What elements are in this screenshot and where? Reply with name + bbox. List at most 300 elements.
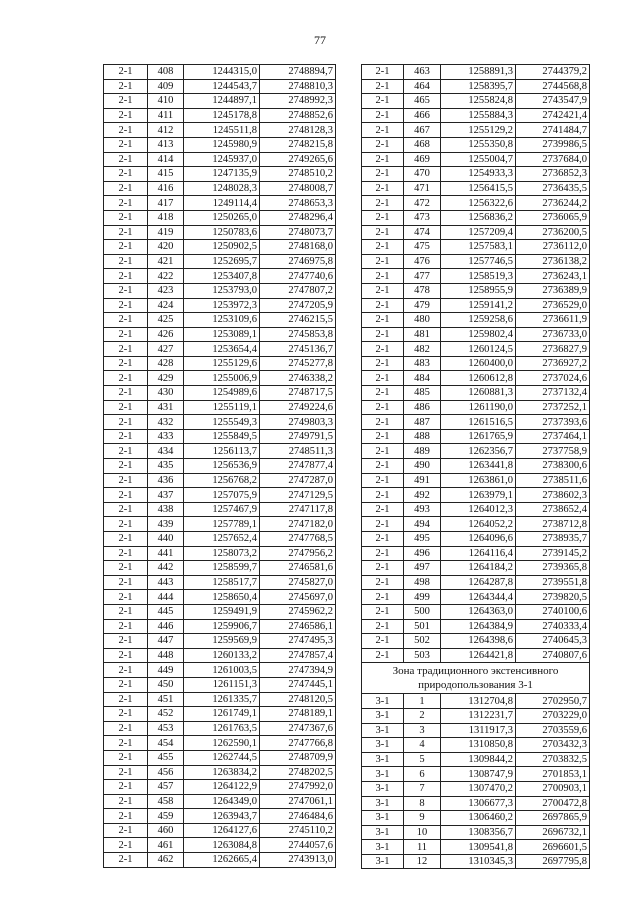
x-coordinate-cell: 1260124,5 <box>441 342 516 357</box>
y-coordinate-cell: 2748120,5 <box>260 692 336 707</box>
zone-code-cell: 3-1 <box>362 854 404 869</box>
table-row <box>104 123 336 138</box>
point-number-cell: 478 <box>404 283 441 298</box>
table-row <box>104 429 336 444</box>
point-number-cell: 447 <box>148 634 184 649</box>
zone-code-cell: 3-1 <box>362 752 404 767</box>
table-row <box>104 298 336 313</box>
y-coordinate-cell: 2700472,8 <box>516 796 590 811</box>
y-coordinate-cell: 2748168,0 <box>260 240 336 255</box>
y-coordinate-cell: 2741484,7 <box>516 123 590 138</box>
table-row <box>104 604 336 619</box>
table-row <box>104 794 336 809</box>
table-row <box>104 648 336 663</box>
table-row <box>362 634 590 649</box>
zone-code-cell: 2-1 <box>362 342 404 357</box>
point-number-cell: 474 <box>404 225 441 240</box>
table-row <box>104 342 336 357</box>
point-number-cell: 458 <box>148 794 184 809</box>
zone-code-cell: 2-1 <box>104 79 148 94</box>
zone-code-cell: 2-1 <box>104 137 148 152</box>
y-coordinate-cell: 2747367,6 <box>260 721 336 736</box>
point-number-cell: 438 <box>148 502 184 517</box>
y-coordinate-cell: 2748189,1 <box>260 707 336 722</box>
point-number-cell: 415 <box>148 167 184 182</box>
table-row <box>104 79 336 94</box>
point-number-cell: 480 <box>404 313 441 328</box>
x-coordinate-cell: 1259802,4 <box>441 327 516 342</box>
x-coordinate-cell: 1263834,2 <box>184 765 260 780</box>
y-coordinate-cell: 2748296,4 <box>260 210 336 225</box>
zone-code-cell: 2-1 <box>104 400 148 415</box>
point-number-cell: 436 <box>148 473 184 488</box>
point-number-cell: 476 <box>404 254 441 269</box>
x-coordinate-cell: 1255884,3 <box>441 108 516 123</box>
table-row <box>104 634 336 649</box>
y-coordinate-cell: 2748717,5 <box>260 386 336 401</box>
zone-code-cell: 2-1 <box>104 225 148 240</box>
zone-code-cell: 2-1 <box>104 575 148 590</box>
table-row <box>104 750 336 765</box>
y-coordinate-cell: 2747117,8 <box>260 502 336 517</box>
point-number-cell: 486 <box>404 400 441 415</box>
y-coordinate-cell: 2737024,6 <box>516 371 590 386</box>
x-coordinate-cell: 1306460,2 <box>441 811 516 826</box>
point-number-cell: 457 <box>148 780 184 795</box>
zone-code-cell: 2-1 <box>104 590 148 605</box>
table-row <box>104 823 336 838</box>
zone-code-cell: 2-1 <box>104 181 148 196</box>
point-number-cell: 9 <box>404 811 441 826</box>
table-row <box>362 604 590 619</box>
y-coordinate-cell: 2745962,2 <box>260 604 336 619</box>
x-coordinate-cell: 1264052,2 <box>441 517 516 532</box>
y-coordinate-cell: 2747445,1 <box>260 677 336 692</box>
zone-code-cell: 2-1 <box>104 823 148 838</box>
table-row <box>362 473 590 488</box>
point-number-cell: 422 <box>148 269 184 284</box>
y-coordinate-cell: 2703229,0 <box>516 708 590 723</box>
table-row <box>362 181 590 196</box>
x-coordinate-cell: 1256415,5 <box>441 181 516 196</box>
zone-code-cell: 2-1 <box>362 634 404 649</box>
point-number-cell: 485 <box>404 386 441 401</box>
table-row <box>362 327 590 342</box>
zone-code-cell: 3-1 <box>362 723 404 738</box>
y-coordinate-cell: 2747061,1 <box>260 794 336 809</box>
x-coordinate-cell: 1262744,5 <box>184 750 260 765</box>
y-coordinate-cell: 2748992,3 <box>260 94 336 109</box>
table-row <box>362 210 590 225</box>
x-coordinate-cell: 1310345,3 <box>441 854 516 869</box>
point-number-cell: 464 <box>404 79 441 94</box>
zone-code-cell: 2-1 <box>104 444 148 459</box>
table-row <box>362 532 590 547</box>
y-coordinate-cell: 2700903,1 <box>516 781 590 796</box>
table-row <box>104 283 336 298</box>
table-row <box>104 167 336 182</box>
zone-code-cell: 2-1 <box>104 677 148 692</box>
point-number-cell: 463 <box>404 65 441 80</box>
y-coordinate-cell: 2736927,2 <box>516 356 590 371</box>
point-number-cell: 495 <box>404 532 441 547</box>
zone-code-cell: 2-1 <box>104 663 148 678</box>
zone-code-cell: 2-1 <box>362 532 404 547</box>
y-coordinate-cell: 2696732,1 <box>516 825 590 840</box>
x-coordinate-cell: 1309844,2 <box>441 752 516 767</box>
y-coordinate-cell: 2738652,4 <box>516 502 590 517</box>
point-number-cell: 411 <box>148 108 184 123</box>
x-coordinate-cell: 1259569,9 <box>184 634 260 649</box>
point-number-cell: 456 <box>148 765 184 780</box>
zone-code-cell: 2-1 <box>104 721 148 736</box>
table-row <box>104 707 336 722</box>
zone-code-cell: 2-1 <box>104 750 148 765</box>
zone-code-cell: 2-1 <box>104 108 148 123</box>
point-number-cell: 496 <box>404 546 441 561</box>
point-number-cell: 444 <box>148 590 184 605</box>
zone-code-cell: 2-1 <box>104 765 148 780</box>
x-coordinate-cell: 1255849,5 <box>184 429 260 444</box>
table-row <box>362 459 590 474</box>
x-coordinate-cell: 1255824,8 <box>441 94 516 109</box>
x-coordinate-cell: 1311917,3 <box>441 723 516 738</box>
x-coordinate-cell: 1306677,3 <box>441 796 516 811</box>
zone-code-cell: 2-1 <box>104 386 148 401</box>
y-coordinate-cell: 2747287,0 <box>260 473 336 488</box>
point-number-cell: 430 <box>148 386 184 401</box>
zone-code-cell: 2-1 <box>362 590 404 605</box>
zone-code-cell: 2-1 <box>362 546 404 561</box>
x-coordinate-cell: 1245178,8 <box>184 108 260 123</box>
zone-code-cell: 2-1 <box>362 94 404 109</box>
zone-code-cell: 2-1 <box>104 342 148 357</box>
zone-code-cell: 2-1 <box>104 794 148 809</box>
y-coordinate-cell: 2748510,2 <box>260 167 336 182</box>
point-number-cell: 412 <box>148 123 184 138</box>
x-coordinate-cell: 1262665,4 <box>184 853 260 868</box>
y-coordinate-cell: 2703432,3 <box>516 738 590 753</box>
zone-code-cell: 3-1 <box>362 825 404 840</box>
point-number-cell: 7 <box>404 781 441 796</box>
point-number-cell: 481 <box>404 327 441 342</box>
table-row <box>362 694 590 709</box>
zone-code-cell: 2-1 <box>362 65 404 80</box>
y-coordinate-cell: 2740807,6 <box>516 648 590 663</box>
point-number-cell: 408 <box>148 65 184 80</box>
point-number-cell: 483 <box>404 356 441 371</box>
zone-code-cell: 2-1 <box>362 79 404 94</box>
y-coordinate-cell: 2748894,7 <box>260 65 336 80</box>
zone-code-cell: 2-1 <box>104 546 148 561</box>
zone-code-cell: 2-1 <box>104 240 148 255</box>
table-row <box>362 590 590 605</box>
point-number-cell: 462 <box>148 853 184 868</box>
point-number-cell: 453 <box>148 721 184 736</box>
y-coordinate-cell: 2747495,3 <box>260 634 336 649</box>
zone-code-cell: 2-1 <box>362 444 404 459</box>
x-coordinate-cell: 1260881,3 <box>441 386 516 401</box>
y-coordinate-cell: 2703832,5 <box>516 752 590 767</box>
x-coordinate-cell: 1245980,9 <box>184 137 260 152</box>
zone-code-cell: 2-1 <box>104 298 148 313</box>
table-row <box>362 502 590 517</box>
point-number-cell: 5 <box>404 752 441 767</box>
y-coordinate-cell: 2736243,1 <box>516 269 590 284</box>
point-number-cell: 451 <box>148 692 184 707</box>
zone-code-cell: 2-1 <box>104 254 148 269</box>
x-coordinate-cell: 1263979,1 <box>441 488 516 503</box>
x-coordinate-cell: 1258517,7 <box>184 575 260 590</box>
point-number-cell: 414 <box>148 152 184 167</box>
zone-code-cell: 2-1 <box>104 780 148 795</box>
table-row <box>362 152 590 167</box>
zone-code-cell: 2-1 <box>104 809 148 824</box>
table-row <box>362 313 590 328</box>
y-coordinate-cell: 2739986,5 <box>516 137 590 152</box>
table-row <box>362 723 590 738</box>
point-number-cell: 445 <box>148 604 184 619</box>
x-coordinate-cell: 1255549,3 <box>184 415 260 430</box>
table-row <box>362 371 590 386</box>
point-number-cell: 471 <box>404 181 441 196</box>
x-coordinate-cell: 1258650,4 <box>184 590 260 605</box>
zone-code-cell: 2-1 <box>104 517 148 532</box>
zone-code-cell: 2-1 <box>104 473 148 488</box>
zone-code-cell: 2-1 <box>104 488 148 503</box>
x-coordinate-cell: 1264184,2 <box>441 561 516 576</box>
y-coordinate-cell: 2736827,9 <box>516 342 590 357</box>
x-coordinate-cell: 1264287,8 <box>441 575 516 590</box>
x-coordinate-cell: 1258073,2 <box>184 546 260 561</box>
table-row <box>362 738 590 753</box>
x-coordinate-cell: 1260133,2 <box>184 648 260 663</box>
x-coordinate-cell: 1263084,8 <box>184 838 260 853</box>
point-number-cell: 425 <box>148 313 184 328</box>
x-coordinate-cell: 1310850,8 <box>441 738 516 753</box>
table-row <box>362 240 590 255</box>
zone-code-cell: 2-1 <box>104 283 148 298</box>
y-coordinate-cell: 2748215,8 <box>260 137 336 152</box>
y-coordinate-cell: 2747394,9 <box>260 663 336 678</box>
point-number-cell: 427 <box>148 342 184 357</box>
zone-code-cell: 2-1 <box>104 532 148 547</box>
point-number-cell: 468 <box>404 137 441 152</box>
table-row <box>362 429 590 444</box>
table-row <box>104 575 336 590</box>
y-coordinate-cell: 2745277,8 <box>260 356 336 371</box>
x-coordinate-cell: 1264398,6 <box>441 634 516 649</box>
zone-code-cell: 2-1 <box>104 736 148 751</box>
x-coordinate-cell: 1257467,9 <box>184 502 260 517</box>
zone-code-cell: 2-1 <box>362 283 404 298</box>
table-row <box>362 108 590 123</box>
x-coordinate-cell: 1258519,3 <box>441 269 516 284</box>
point-number-cell: 421 <box>148 254 184 269</box>
table-row <box>104 225 336 240</box>
x-coordinate-cell: 1264344,4 <box>441 590 516 605</box>
table-row <box>104 313 336 328</box>
table-row <box>362 561 590 576</box>
zone-code-cell: 2-1 <box>362 371 404 386</box>
table-row <box>362 796 590 811</box>
table-row <box>362 342 590 357</box>
x-coordinate-cell: 1248028,3 <box>184 181 260 196</box>
x-coordinate-cell: 1250783,6 <box>184 225 260 240</box>
zone-code-cell: 3-1 <box>362 738 404 753</box>
zone-code-cell: 2-1 <box>362 196 404 211</box>
zone-code-cell: 3-1 <box>362 694 404 709</box>
x-coordinate-cell: 1256322,6 <box>441 196 516 211</box>
y-coordinate-cell: 2701853,1 <box>516 767 590 782</box>
x-coordinate-cell: 1249114,4 <box>184 196 260 211</box>
y-coordinate-cell: 2738511,6 <box>516 473 590 488</box>
x-coordinate-cell: 1254989,6 <box>184 386 260 401</box>
x-coordinate-cell: 1257746,5 <box>441 254 516 269</box>
y-coordinate-cell: 2738712,8 <box>516 517 590 532</box>
zone-code-cell: 2-1 <box>104 269 148 284</box>
point-number-cell: 437 <box>148 488 184 503</box>
table-row <box>362 356 590 371</box>
point-number-cell: 500 <box>404 604 441 619</box>
x-coordinate-cell: 1312704,8 <box>441 694 516 709</box>
x-coordinate-cell: 1261190,0 <box>441 400 516 415</box>
x-coordinate-cell: 1258395,7 <box>441 79 516 94</box>
point-number-cell: 443 <box>148 575 184 590</box>
zone-code-cell: 2-1 <box>104 313 148 328</box>
y-coordinate-cell: 2748709,9 <box>260 750 336 765</box>
point-number-cell: 484 <box>404 371 441 386</box>
y-coordinate-cell: 2743913,0 <box>260 853 336 868</box>
x-coordinate-cell: 1264096,6 <box>441 532 516 547</box>
table-row <box>362 167 590 182</box>
zone-code-cell: 2-1 <box>104 94 148 109</box>
point-number-cell: 424 <box>148 298 184 313</box>
table-row <box>104 210 336 225</box>
x-coordinate-cell: 1264012,3 <box>441 502 516 517</box>
y-coordinate-cell: 2745136,7 <box>260 342 336 357</box>
y-coordinate-cell: 2697865,9 <box>516 811 590 826</box>
point-number-cell: 11 <box>404 840 441 855</box>
table-row <box>362 517 590 532</box>
x-coordinate-cell: 1264116,4 <box>441 546 516 561</box>
point-number-cell: 475 <box>404 240 441 255</box>
table-row <box>104 765 336 780</box>
coordinates-table-left <box>103 64 336 868</box>
y-coordinate-cell: 2739820,5 <box>516 590 590 605</box>
y-coordinate-cell: 2740645,3 <box>516 634 590 649</box>
zone-code-cell: 2-1 <box>362 473 404 488</box>
table-row <box>104 502 336 517</box>
x-coordinate-cell: 1256113,7 <box>184 444 260 459</box>
y-coordinate-cell: 2745827,0 <box>260 575 336 590</box>
zone-code-cell: 2-1 <box>362 604 404 619</box>
point-number-cell: 452 <box>148 707 184 722</box>
x-coordinate-cell: 1250902,5 <box>184 240 260 255</box>
table-row <box>104 619 336 634</box>
x-coordinate-cell: 1244897,1 <box>184 94 260 109</box>
page-number: 77 <box>314 33 326 47</box>
x-coordinate-cell: 1255129,6 <box>184 356 260 371</box>
zone-code-cell: 2-1 <box>362 167 404 182</box>
x-coordinate-cell: 1264363,0 <box>441 604 516 619</box>
x-coordinate-cell: 1259491,9 <box>184 604 260 619</box>
x-coordinate-cell: 1257075,9 <box>184 488 260 503</box>
y-coordinate-cell: 2744568,8 <box>516 79 590 94</box>
point-number-cell: 446 <box>148 619 184 634</box>
y-coordinate-cell: 2739365,8 <box>516 561 590 576</box>
point-number-cell: 418 <box>148 210 184 225</box>
x-coordinate-cell: 1263861,0 <box>441 473 516 488</box>
point-number-cell: 12 <box>404 854 441 869</box>
table-row <box>362 137 590 152</box>
table-row <box>104 736 336 751</box>
zone-code-cell: 2-1 <box>104 210 148 225</box>
x-coordinate-cell: 1259906,7 <box>184 619 260 634</box>
y-coordinate-cell: 2748128,3 <box>260 123 336 138</box>
zone-code-cell: 2-1 <box>362 225 404 240</box>
y-coordinate-cell: 2737758,9 <box>516 444 590 459</box>
x-coordinate-cell: 1262356,7 <box>441 444 516 459</box>
point-number-cell: 8 <box>404 796 441 811</box>
y-coordinate-cell: 2746975,8 <box>260 254 336 269</box>
y-coordinate-cell: 2737684,0 <box>516 152 590 167</box>
zone-code-cell: 2-1 <box>104 459 148 474</box>
table-row <box>104 65 336 80</box>
x-coordinate-cell: 1261151,3 <box>184 677 260 692</box>
point-number-cell: 490 <box>404 459 441 474</box>
y-coordinate-cell: 2747740,6 <box>260 269 336 284</box>
zone-code-cell: 2-1 <box>362 181 404 196</box>
point-number-cell: 449 <box>148 663 184 678</box>
zone-code-cell: 2-1 <box>104 429 148 444</box>
point-number-cell: 482 <box>404 342 441 357</box>
point-number-cell: 431 <box>148 400 184 415</box>
point-number-cell: 465 <box>404 94 441 109</box>
table-row <box>104 561 336 576</box>
y-coordinate-cell: 2747182,0 <box>260 517 336 532</box>
table-row <box>104 152 336 167</box>
point-number-cell: 435 <box>148 459 184 474</box>
x-coordinate-cell: 1258955,9 <box>441 283 516 298</box>
x-coordinate-cell: 1245511,8 <box>184 123 260 138</box>
table-row <box>104 181 336 196</box>
table-row <box>104 196 336 211</box>
zone-code-cell: 2-1 <box>362 254 404 269</box>
table-row <box>104 327 336 342</box>
x-coordinate-cell: 1253109,6 <box>184 313 260 328</box>
y-coordinate-cell: 2702950,7 <box>516 694 590 709</box>
y-coordinate-cell: 2737252,1 <box>516 400 590 415</box>
zone-code-cell: 2-1 <box>362 298 404 313</box>
zone-heading: Зона традиционного экстенсивного природопользования 3-1 <box>362 663 590 694</box>
table-row <box>362 825 590 840</box>
y-coordinate-cell: 2736065,9 <box>516 210 590 225</box>
point-number-cell: 488 <box>404 429 441 444</box>
y-coordinate-cell: 2696601,5 <box>516 840 590 855</box>
zone-code-cell: 2-1 <box>362 313 404 328</box>
x-coordinate-cell: 1258599,7 <box>184 561 260 576</box>
y-coordinate-cell: 2736112,0 <box>516 240 590 255</box>
table-row <box>362 781 590 796</box>
table-row <box>104 137 336 152</box>
zone-code-cell: 3-1 <box>362 840 404 855</box>
x-coordinate-cell: 1253972,3 <box>184 298 260 313</box>
table-row <box>362 196 590 211</box>
x-coordinate-cell: 1253793,0 <box>184 283 260 298</box>
point-number-cell: 440 <box>148 532 184 547</box>
point-number-cell: 1 <box>404 694 441 709</box>
